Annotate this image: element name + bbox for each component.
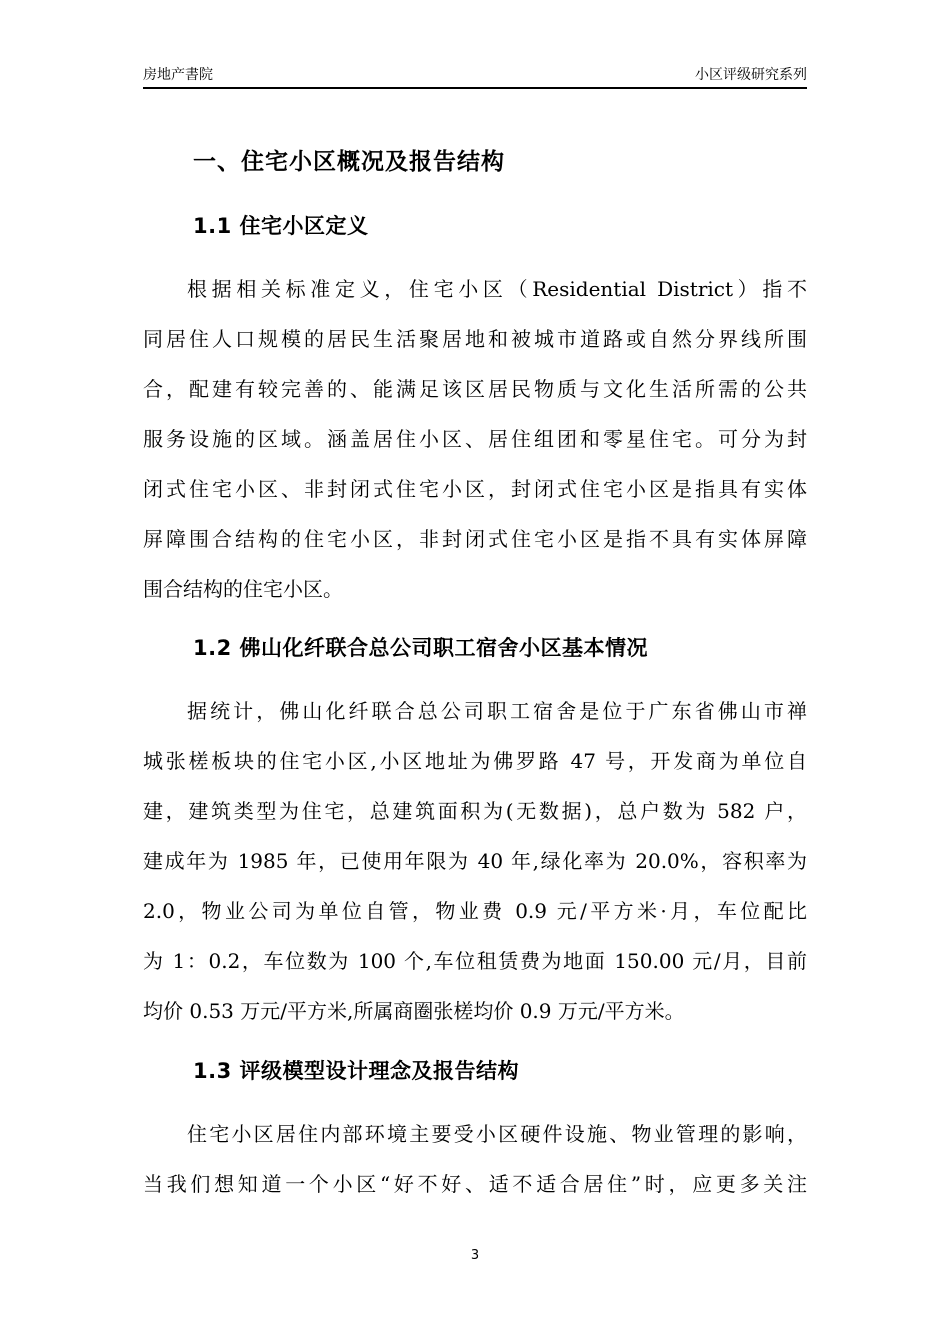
paragraph-line: 据统计，佛山化纤联合总公司职工宿舍是位于广东省佛山市禅 <box>187 699 807 723</box>
paragraph-line: 城张槎板块的住宅小区,小区地址为佛罗路 47 号，开发商为单位自 <box>143 749 807 773</box>
paragraph-line: 建成年为 1985 年，已使用年限为 40 年,绿化率为 20.0%，容积率为 <box>143 849 807 873</box>
paragraph-line: 当我们想知道一个小区“好不好、适不适合居住”时，应更多关注 <box>143 1172 807 1196</box>
heading-1-2: 1.2 佛山化纤联合总公司职工宿舍小区基本情况 <box>193 636 649 660</box>
header-series-title: 小区评级研究系列 <box>695 67 807 83</box>
heading-1-3: 1.3 评级模型设计理念及报告结构 <box>193 1059 520 1083</box>
paragraph-line: 为 1：0.2，车位数为 100 个,车位租赁费为地面 150.00 元/月，目前 <box>143 949 807 973</box>
paragraph-line: 闭式住宅小区、非封闭式住宅小区，封闭式住宅小区是指具有实体 <box>143 477 807 501</box>
paragraph-line: 均价 0.53 万元/平方米,所属商圈张槎均价 0.9 万元/平方米。 <box>143 999 685 1023</box>
paragraph-line: 住宅小区居住内部环境主要受小区硬件设施、物业管理的影响， <box>187 1122 807 1146</box>
paragraph-line: 服务设施的区域。涵盖居住小区、居住组团和零星住宅。可分为封 <box>143 427 807 451</box>
paragraph-line: 2.0，物业公司为单位自管，物业费 0.9 元/平方米·月，车位配比 <box>143 899 807 923</box>
header-divider <box>143 87 807 89</box>
section-title: 一、住宅小区概况及报告结构 <box>193 149 505 175</box>
page-number: 3 <box>470 1248 480 1263</box>
paragraph-line: 屏障围合结构的住宅小区，非封闭式住宅小区是指不具有实体屏障 <box>143 527 807 551</box>
paragraph-line: 建，建筑类型为住宅，总建筑面积为(无数据)，总户数为 582 户， <box>143 799 807 823</box>
paragraph-line: 同居住人口规模的居民生活聚居地和被城市道路或自然分界线所围 <box>143 327 807 351</box>
paragraph-community-info <box>143 686 807 1036</box>
paragraph-definition <box>143 264 807 614</box>
paragraph-line: 根据相关标准定义，住宅小区（Residential District）指不 <box>187 277 807 301</box>
heading-1-1: 1.1 住宅小区定义 <box>193 214 369 238</box>
paragraph-line: 合，配建有较完善的、能满足该区居民物质与文化生活所需的公共 <box>143 377 807 401</box>
paragraph-model-design <box>143 1109 807 1209</box>
paragraph-line: 围合结构的住宅小区。 <box>143 577 343 601</box>
header-publisher: 房地产書院 <box>143 67 213 83</box>
